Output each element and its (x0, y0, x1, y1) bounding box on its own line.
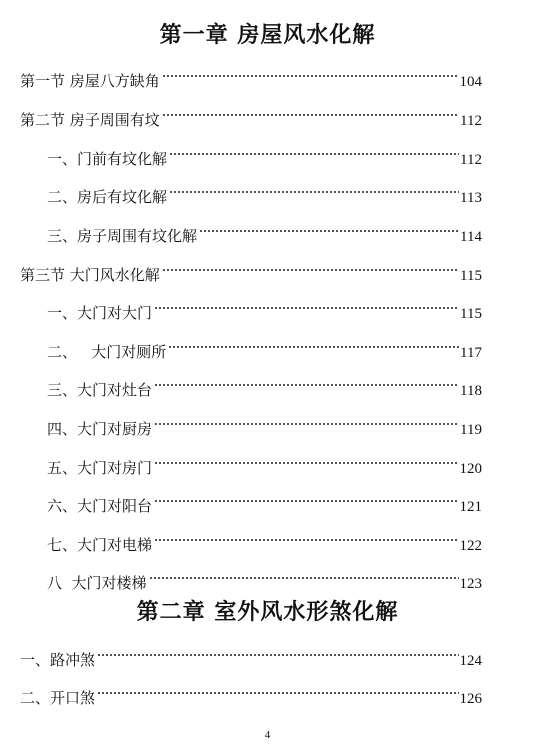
dot-leader (162, 97, 459, 119)
toc-entry-page: 121 (459, 499, 482, 515)
dot-leader (97, 637, 458, 659)
toc-entry (47, 566, 482, 592)
chapter-1-title: 第一章 房屋风水化解 (159, 23, 376, 48)
toc-entry-label: 六、大门对阳台 (47, 497, 153, 515)
toc-entry-page: 112 (460, 152, 482, 168)
toc-entry (20, 681, 482, 707)
toc-entry (20, 258, 482, 284)
toc-entry-label: 三、大门对灶台 (47, 381, 153, 399)
dot-leader (168, 329, 459, 351)
toc-entry-page: 120 (459, 461, 482, 477)
toc-entry (47, 451, 482, 477)
toc-entry-page: 104 (459, 74, 482, 90)
toc-entry-label: 二、开口煞 (20, 689, 96, 707)
toc-entry-page: 113 (460, 190, 482, 206)
chapter-2-title: 第二章 室外风水形煞化解 (136, 600, 399, 625)
dot-leader (154, 290, 459, 312)
toc-entry (47, 180, 482, 206)
dot-leader (154, 483, 458, 505)
dot-leader (154, 406, 459, 428)
toc-entry-page: 115 (460, 268, 482, 284)
toc-entry-label: 一、门前有坟化解 (47, 150, 168, 168)
toc-entry (47, 142, 482, 168)
dot-leader (154, 367, 459, 389)
toc-entry (47, 412, 482, 438)
dot-leader (154, 445, 458, 467)
dot-leader (97, 675, 458, 697)
toc-entry-label: 二、 大门对厕所 (47, 343, 167, 361)
toc-entry-label: 第三节 大门风水化解 (20, 266, 160, 284)
toc-entry-label: 七、大门对电梯 (47, 536, 153, 554)
toc-entry-label: 三、房子周围有坟化解 (47, 227, 198, 245)
dot-leader (169, 136, 459, 158)
toc-entry-page: 118 (460, 383, 482, 399)
toc-entry-page: 123 (459, 576, 482, 592)
toc-entry (47, 335, 482, 361)
toc-entry-page: 119 (460, 422, 482, 438)
toc-entry-label: 八 大门对楼梯 (47, 574, 147, 592)
toc-entry (20, 103, 482, 129)
toc-entry-label: 一、大门对大门 (47, 304, 153, 322)
toc-entry-label: 四、大门对厨房 (47, 420, 153, 438)
toc-entry-page: 114 (460, 229, 482, 245)
toc-entry-page: 122 (459, 538, 482, 554)
toc-entry (47, 489, 482, 515)
toc-entry (47, 373, 482, 399)
toc-entry (47, 296, 482, 322)
dot-leader (199, 213, 459, 235)
dot-leader (154, 522, 458, 544)
dot-leader (162, 252, 459, 274)
dot-leader (149, 560, 459, 582)
toc-entry (20, 643, 482, 669)
toc-entry-label: 一、路冲煞 (20, 651, 96, 669)
toc-entry-page: 112 (460, 113, 482, 129)
toc-entry-label: 第一节 房屋八方缺角 (20, 72, 160, 90)
toc-entry-label: 二、房后有坟化解 (47, 188, 168, 206)
dot-leader (162, 58, 459, 80)
toc-entry-label: 五、大门对房门 (47, 459, 153, 477)
toc-entry-label: 第二节 房子周围有坟 (20, 111, 160, 129)
page-number: 4 (264, 729, 271, 741)
toc-entry-page: 126 (459, 691, 482, 707)
toc-entry (47, 528, 482, 554)
dot-leader (169, 174, 459, 196)
toc-entry-page: 124 (459, 653, 482, 669)
toc-entry-page: 117 (460, 345, 482, 361)
toc-entry (20, 64, 482, 90)
toc-entry (47, 219, 482, 245)
toc-entry-page: 115 (460, 306, 482, 322)
